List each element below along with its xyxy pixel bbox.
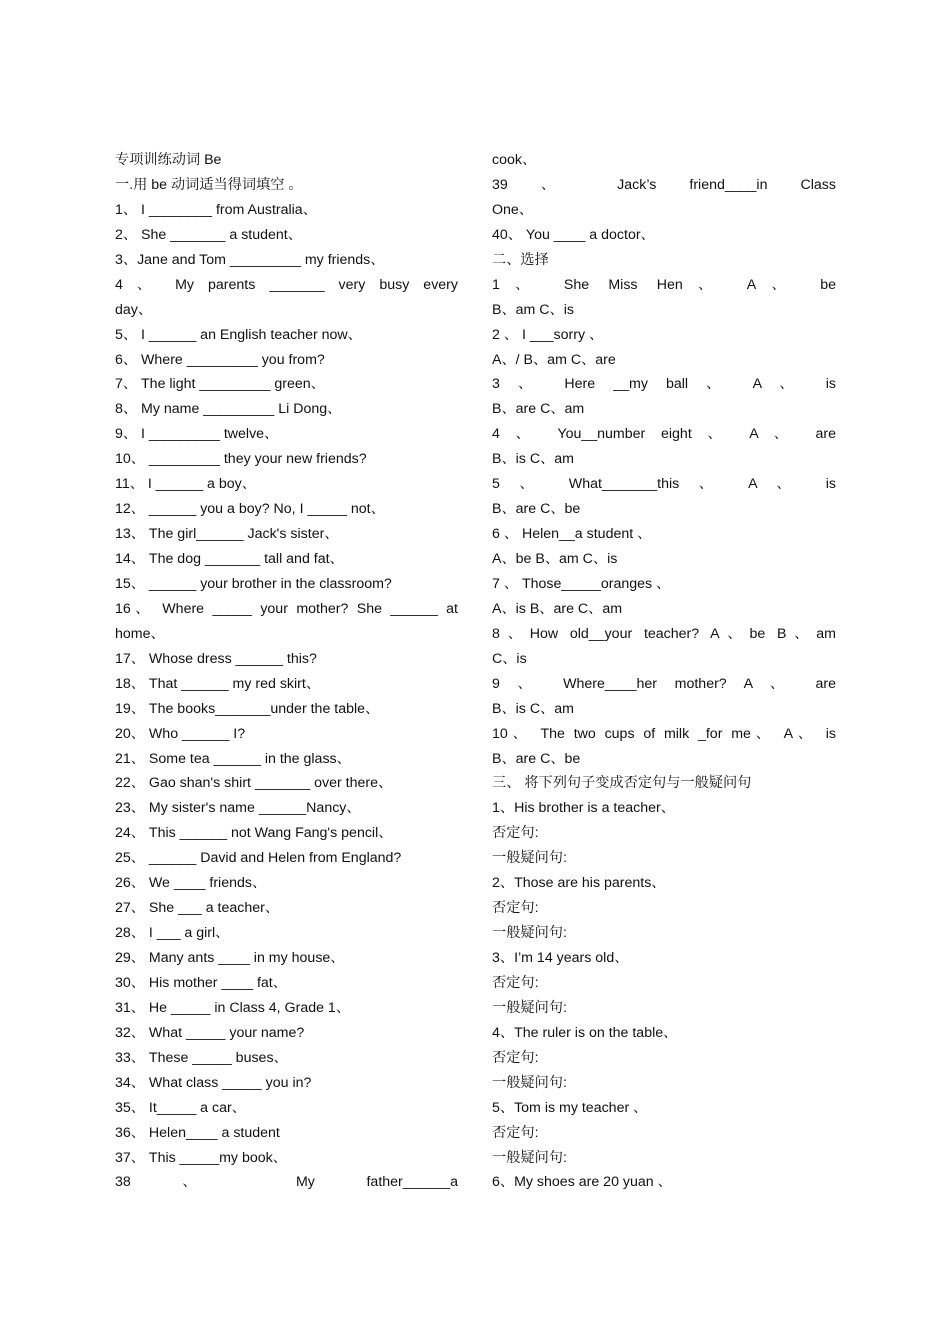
left-column-line: 32、 What _____ your name? (115, 1024, 305, 1041)
right-column-line: 3、I’m 14 years old、 (492, 950, 629, 966)
right-column-line: 一般疑问句: (492, 850, 567, 867)
left-column-line: 14、 The dog _______ tall and fat、 (115, 551, 344, 567)
left-column-line: 22、 Gao shan's shirt _______ over there、 (115, 775, 393, 792)
left-column-line: 一.用 be 动词适当得词填空 。 (115, 176, 303, 193)
left-column-line: 35、 It_____ a car、 (115, 1099, 246, 1116)
right-column-line: 2 、 I ___sorry 、 (492, 326, 604, 343)
left-column-line: 4 、 My parents _______ very busy every (115, 276, 458, 293)
right-column-line: 5、Tom is my teacher 、 (492, 1099, 648, 1116)
left-column-line: 18、 That ______ my red skirt、 (115, 675, 321, 692)
right-column-line: 否定句: (492, 1049, 539, 1066)
left-column-line: 28、 I ___ a girl、 (115, 925, 230, 942)
left-column-line: 24、 This ______ not Wang Fang's pencil、 (115, 825, 393, 842)
right-column-line: 39 、 Jack’s friend____in Class (492, 176, 836, 193)
left-column-line: 13、 The girl______ Jack's sister、 (115, 526, 339, 543)
left-column-line: 1、 I ________ from Australia、 (115, 201, 317, 218)
left-column-line: 12、 ______ you a boy? No, I _____ not、 (115, 501, 385, 518)
right-column-line: 否定句: (492, 900, 539, 917)
right-column-line: cook、 (492, 152, 537, 168)
right-column-line: 6、My shoes are 20 yuan 、 (492, 1174, 672, 1191)
right-column-line: 否定句: (492, 974, 539, 991)
right-column-line: 一般疑问句: (492, 999, 567, 1016)
right-column-line: 二、选择 (492, 251, 549, 268)
left-column-line: 31、 He _____ in Class 4, Grade 1、 (115, 999, 351, 1016)
right-column-line: 4、The ruler is on the table、 (492, 1024, 678, 1041)
left-column-line: 36、 Helen____ a student (115, 1124, 280, 1141)
left-column-line: 19、 The books_______under the table、 (115, 700, 380, 717)
right-column-line: A、is B、are C、am (492, 600, 623, 617)
right-column-line: 4 、 You__number eight 、 A 、 are (492, 426, 836, 443)
right-column-line: 9 、 Where____her mother? A 、 are (492, 675, 836, 692)
left-column-line: 38 、 My father______a (115, 1174, 458, 1191)
right-column-line: 5 、 What_______this 、 A 、 is (492, 476, 836, 493)
left-column-line: 25、 ______ David and Helen from England? (115, 850, 402, 867)
left-column-line: 20、 Who ______ I? (115, 725, 246, 742)
left-column-line: day、 (115, 301, 153, 318)
right-column-line: 一般疑问句: (492, 1074, 567, 1091)
right-column-line: 一般疑问句: (492, 1149, 567, 1166)
left-column-line: 2、 She _______ a student、 (115, 226, 302, 243)
left-column-line: 17、 Whose dress ______ this? (115, 650, 317, 667)
left-column-line: 33、 These _____ buses、 (115, 1049, 288, 1066)
right-column-line: 1、 She Miss Hen、 A、 be (492, 276, 836, 293)
right-column-line: 否定句: (492, 825, 539, 842)
left-column-line: 8、 My name _________ Li Dong、 (115, 401, 342, 418)
right-column-line: 否定句: (492, 1124, 539, 1141)
left-column-line: 16、 Where _____ your mother? She ______ at (115, 600, 458, 617)
left-column-line: home、 (115, 625, 165, 642)
right-column-line: 3 、 Here __my ball 、 A 、 is (492, 376, 836, 393)
right-column-line: 10、 The two cups of milk _for me、 A、 is (492, 725, 836, 742)
left-column (115, 148, 458, 1195)
right-column-line: 三、 将下列句子变成否定句与一般疑问句 (492, 775, 752, 792)
right-column-line: C、is (492, 650, 527, 667)
right-column-line: 一般疑问句: (492, 925, 567, 942)
right-column-line: 7 、 Those_____oranges 、 (492, 575, 671, 592)
right-column-line: 6 、 Helen__a student 、 (492, 526, 652, 543)
right-column-line: 8、How old__your teacher? A、be B、am (492, 625, 836, 642)
right-column-line: B、am C、is (492, 301, 574, 318)
left-column-line: 26、 We ____ friends、 (115, 875, 267, 892)
left-column-line: 7、 The light _________ green、 (115, 376, 325, 393)
left-column-line: 29、 Many ants ____ in my house、 (115, 950, 345, 966)
left-column-line: 专项训练动词 Be (115, 152, 222, 168)
right-column-line: 2、Those are his parents、 (492, 875, 666, 892)
right-column-line: B、are C、be (492, 501, 581, 518)
left-column-line: 27、 She ___ a teacher、 (115, 900, 280, 917)
right-column-line: B、are C、be (492, 750, 581, 767)
left-column-line: 37、 This _____my book、 (115, 1149, 287, 1166)
left-column-line: 3、Jane and Tom _________ my friends、 (115, 251, 385, 268)
right-column-line: 40、 You ____ a doctor、 (492, 226, 655, 243)
left-column-line: 11、 I ______ a boy、 (115, 476, 256, 493)
right-column-line: B、is C、am (492, 451, 574, 468)
left-column-line: 5、 I ______ an English teacher now、 (115, 326, 362, 343)
right-column-line: One、 (492, 201, 534, 218)
left-column-line: 15、 ______ your brother in the classroom? (115, 575, 392, 592)
left-column-line: 10、 _________ they your new friends? (115, 451, 367, 468)
left-column-line: 6、 Where _________ you from? (115, 351, 325, 368)
left-column-line: 30、 His mother ____ fat、 (115, 974, 287, 991)
right-column-line: 1、His brother is a teacher、 (492, 800, 675, 817)
right-column-line: A、/ B、am C、are (492, 351, 616, 368)
left-column-line: 34、 What class _____ you in? (115, 1074, 312, 1091)
right-column-line: B、is C、am (492, 700, 574, 717)
left-column-line: 21、 Some tea ______ in the glass、 (115, 750, 351, 767)
right-column (492, 148, 836, 1195)
left-column-line: 23、 My sister's name ______Nancy、 (115, 800, 361, 817)
right-column-line: B、are C、am (492, 401, 585, 418)
right-column-line: A、be B、am C、is (492, 551, 618, 567)
left-column-line: 9、 I _________ twelve、 (115, 426, 279, 443)
